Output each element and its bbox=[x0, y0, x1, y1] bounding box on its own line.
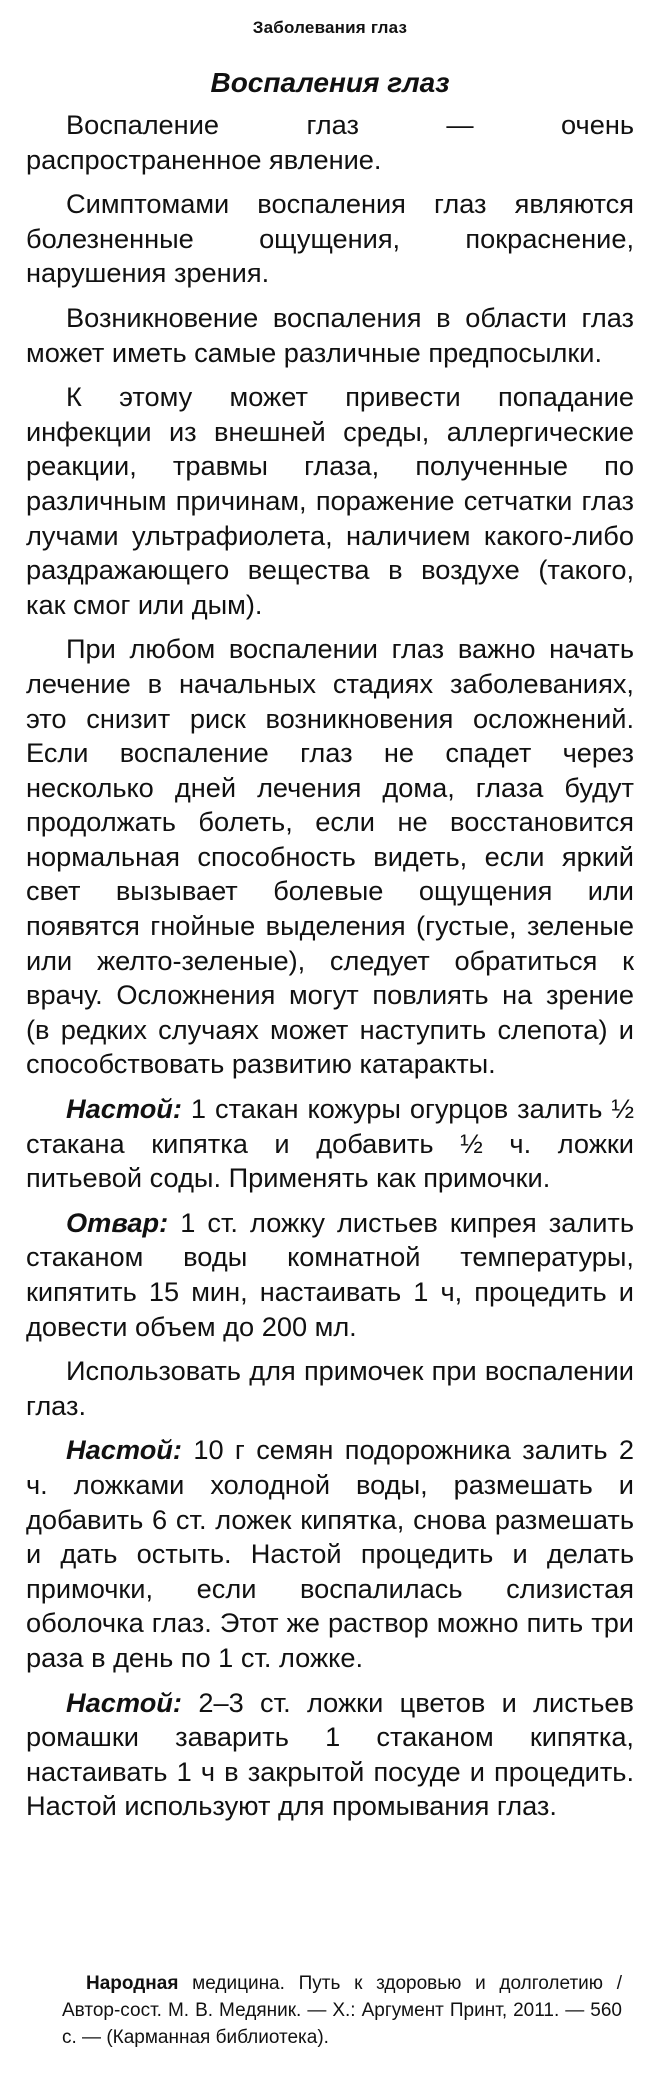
recipe-text: 1 ст. ложку листьев кипрея залить стаканом воды комнатной температуры, кипятить 15 мин, настаивать 1 ч, процедить и довести объем до 200 мл. bbox=[26, 1206, 634, 1342]
running-header: Заболевания глаз bbox=[252, 18, 408, 37]
paragraph-intro: Воспаление глаз — очень распространенное явление. bbox=[26, 109, 634, 175]
recipe-text: 2–3 ст. ложки цветов и листьев ромашки заварить 1 стаканом кипятка, настаивать 1 ч в закрытой посуде и процедить. Настой используют для промывания глаз. bbox=[26, 1686, 634, 1822]
source-citation bbox=[62, 1970, 622, 2051]
recipe-chamomile-infusion bbox=[26, 1686, 634, 1824]
source-rest: медицина. Путь к здоровью и долголетию / Автор-сост. М. В. Медяник. — Х.: Аргумент Принт, 2011. — 560 с. — (Карманная библиотека). bbox=[62, 1973, 622, 2048]
recipe-usage-note bbox=[26, 1354, 634, 1423]
recipe-plantain-infusion bbox=[26, 1433, 634, 1675]
recipe-text: 1 стакан кожуры огурцов залить ½ стакана кипятка и добавить ½ ч. ложки питьевой соды. Применять как примочки. bbox=[26, 1093, 634, 1194]
paragraph-causes: Возникновение воспаления в области глаз может иметь самые различные предпосылки. bbox=[26, 301, 634, 368]
recipe-fireweed-decoction bbox=[26, 1206, 634, 1344]
recipe-text: 10 г семян подорожника залить 2 ч. ложками холодной воды, размешать и добавить 6 ст. ложек кипятка, снова размешать и дать остыть. Настой процедить и делать примочки, если воспалилась слизистая оболочка глаз. Этот же раствор можно пить три раза в день по 1 ст. ложке. bbox=[26, 1434, 634, 1673]
source-lead: Народная bbox=[86, 1973, 179, 1994]
article-body bbox=[26, 108, 634, 1824]
book-page bbox=[26, 0, 634, 1834]
recipe-label: Отвар: bbox=[66, 1206, 169, 1238]
recipe-cucumber-infusion bbox=[26, 1092, 634, 1196]
recipe-label: Настой: bbox=[66, 1093, 182, 1125]
paragraph-factors: К этому может привести попадание инфекции из внешней среды, аллергические реакции, травмы глаза, полученные по различным причинам, поражение сетчатки глаз лучами ультрафиолета, наличием какого-либо раздражающего вещества в воздухе (такого, как смог или дым). bbox=[26, 381, 634, 620]
paragraph-treatment: При любом воспалении глаз важно начать лечение в начальных стадиях заболеваниях, это снизит риск возникновения осложнений. Если воспаление глаз не спадет через несколько дней лечения дома, глаза будут продолжать болеть, если не восстановится нормальная способность видеть, если яркий свет вызывает болевые ощущения или появятся гнойные выделения (густые, зеленые или желто-зеленые), следует обратиться к врачу. Осложнения могут повлиять на зрение (в редких случаях может наступить слепота) и способствовать развитию катаракты. bbox=[26, 633, 634, 1080]
recipe-label: Настой: bbox=[66, 1434, 182, 1466]
recipe-label: Настой: bbox=[66, 1686, 182, 1718]
paragraph-symptoms: Симптомами воспаления глаз являются болезненные ощущения, покраснение, нарушения зрения. bbox=[26, 188, 634, 289]
recipe-text: Использовать для примочек при воспалении глаз. bbox=[26, 1355, 634, 1421]
article-title: Воспаления глаз bbox=[210, 67, 450, 98]
